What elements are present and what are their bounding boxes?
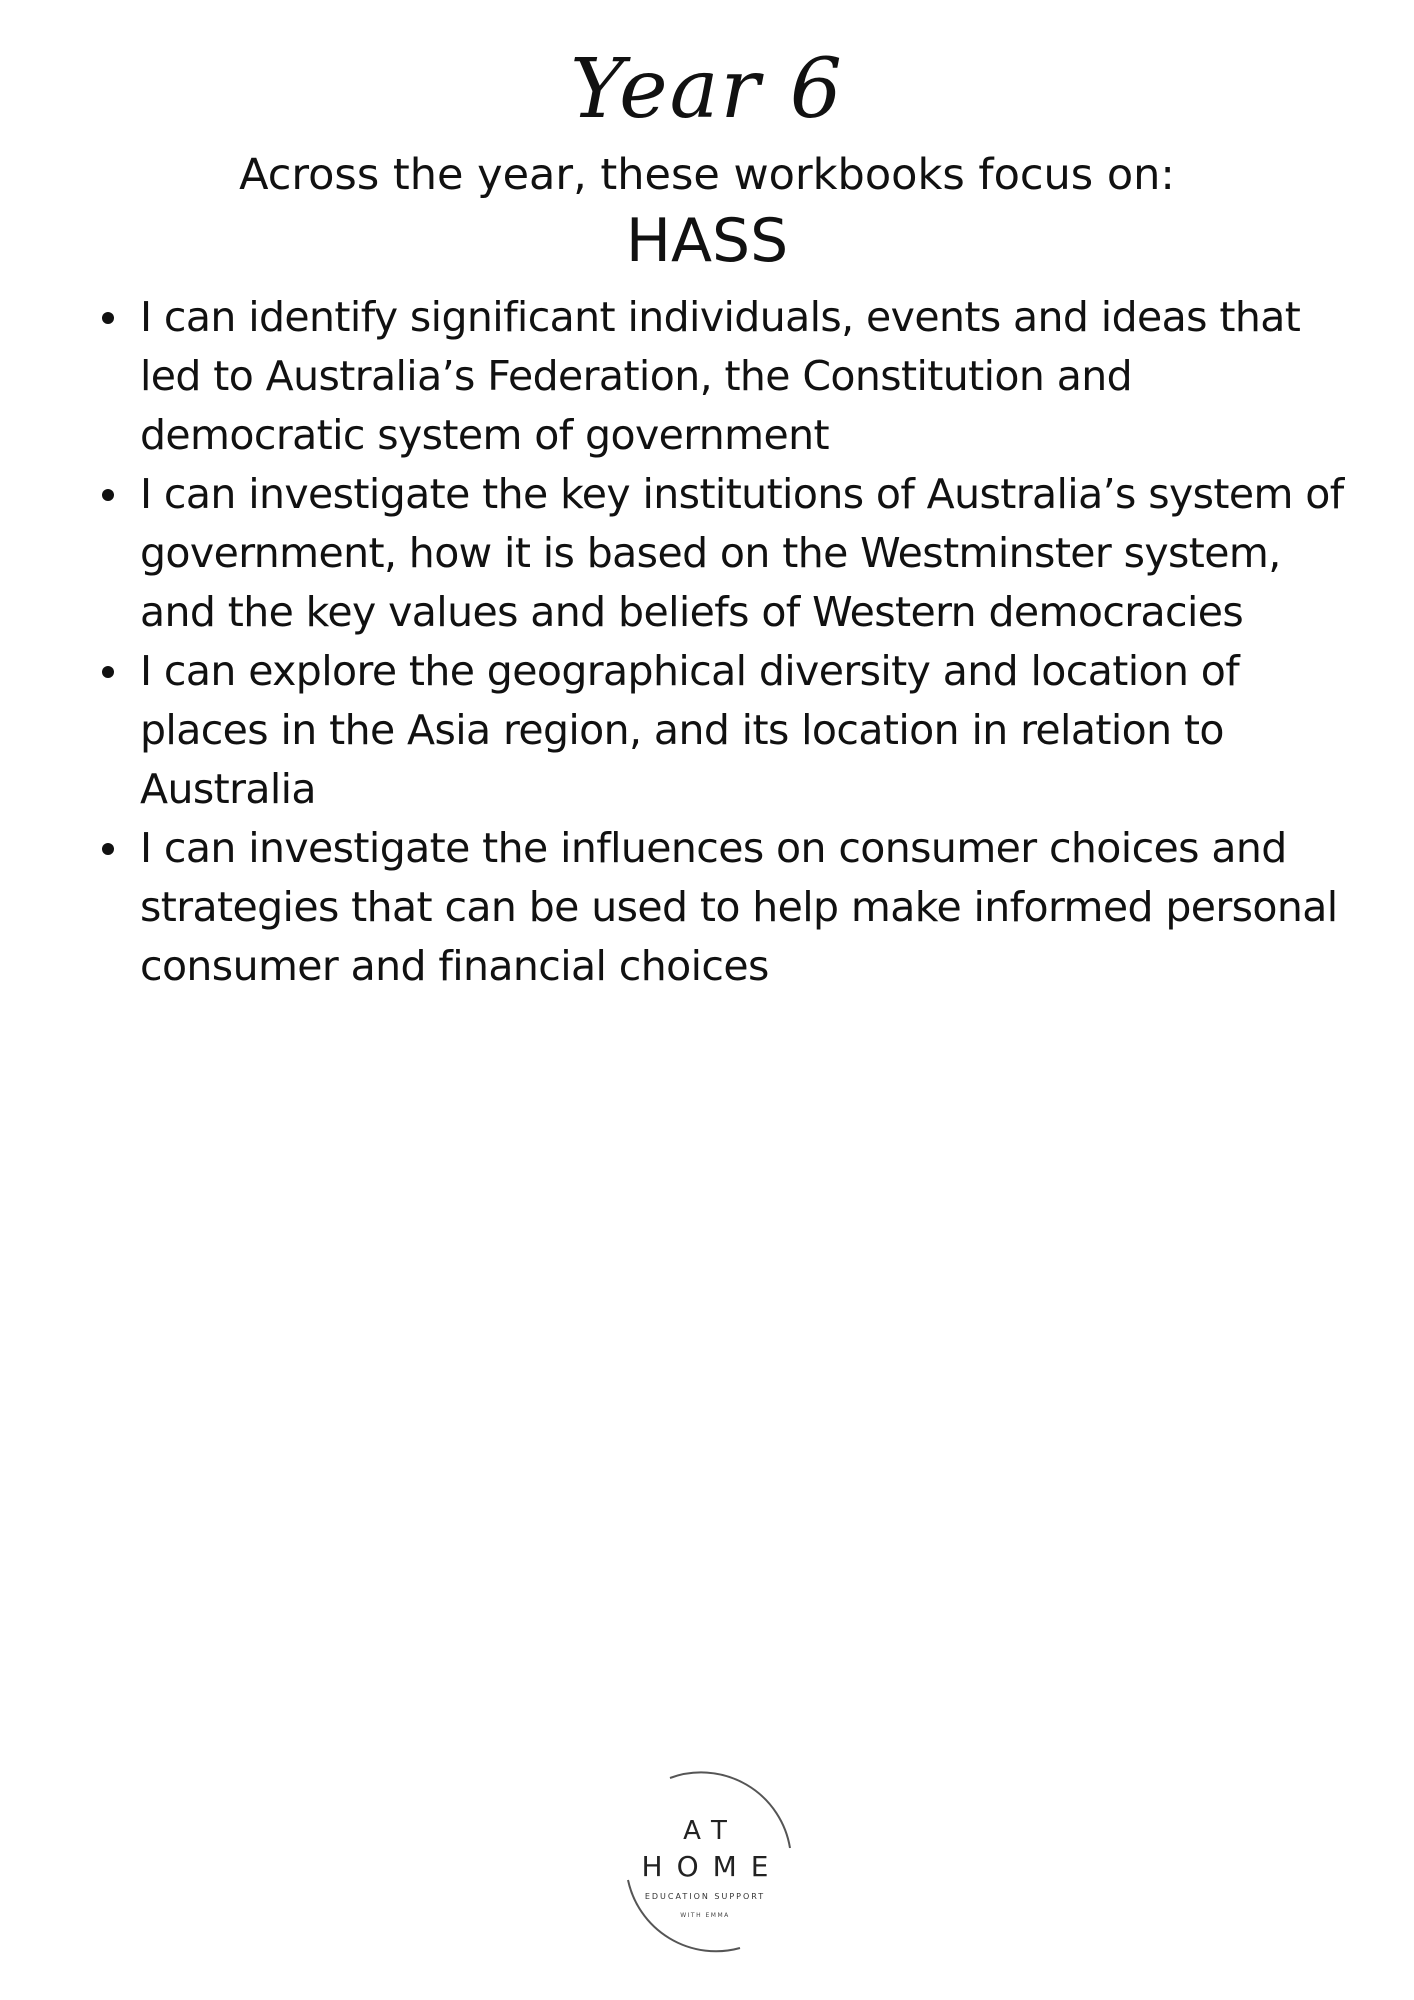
bullet-icon	[102, 843, 114, 855]
learning-outcome-text: I can identify significant individuals, events and ideas that led to Australia’s Federation, the Constitution and democratic system of government	[140, 293, 1301, 459]
learning-outcome-text: I can explore the geographical diversity and location of places in the Asia region, and its location in relation to Australia	[140, 647, 1240, 813]
logo-text-home: HOME	[641, 1850, 783, 1883]
learning-outcome-text: I can investigate the key institutions of Australia’s system of government, how it is based on the Westminster system, and the key values and beliefs of Western democracies	[140, 470, 1344, 636]
logo-text-emma: WITH EMMA	[680, 1912, 730, 1919]
subject-heading: HASS	[625, 206, 789, 276]
learning-outcome-item	[100, 819, 1360, 996]
bullet-icon	[102, 489, 114, 501]
learning-outcome-item	[100, 465, 1360, 642]
logo-text-support: EDUCATION SUPPORT	[644, 1892, 766, 1901]
learning-outcome-item	[100, 288, 1360, 465]
page-subtitle: Across the year, these workbooks focus on:	[239, 150, 1175, 200]
page-title: Year 6	[570, 42, 844, 137]
learning-outcomes-list	[100, 288, 1360, 996]
brand-logo	[600, 1760, 810, 1960]
bullet-icon	[102, 666, 114, 678]
learning-outcome-text: I can investigate the influences on consumer choices and strategies that can be used to help make informed personal consumer and financial choices	[140, 824, 1338, 990]
learning-outcome-item	[100, 642, 1360, 819]
bullet-icon	[102, 312, 114, 324]
logo-text-at: AT	[683, 1816, 739, 1846]
